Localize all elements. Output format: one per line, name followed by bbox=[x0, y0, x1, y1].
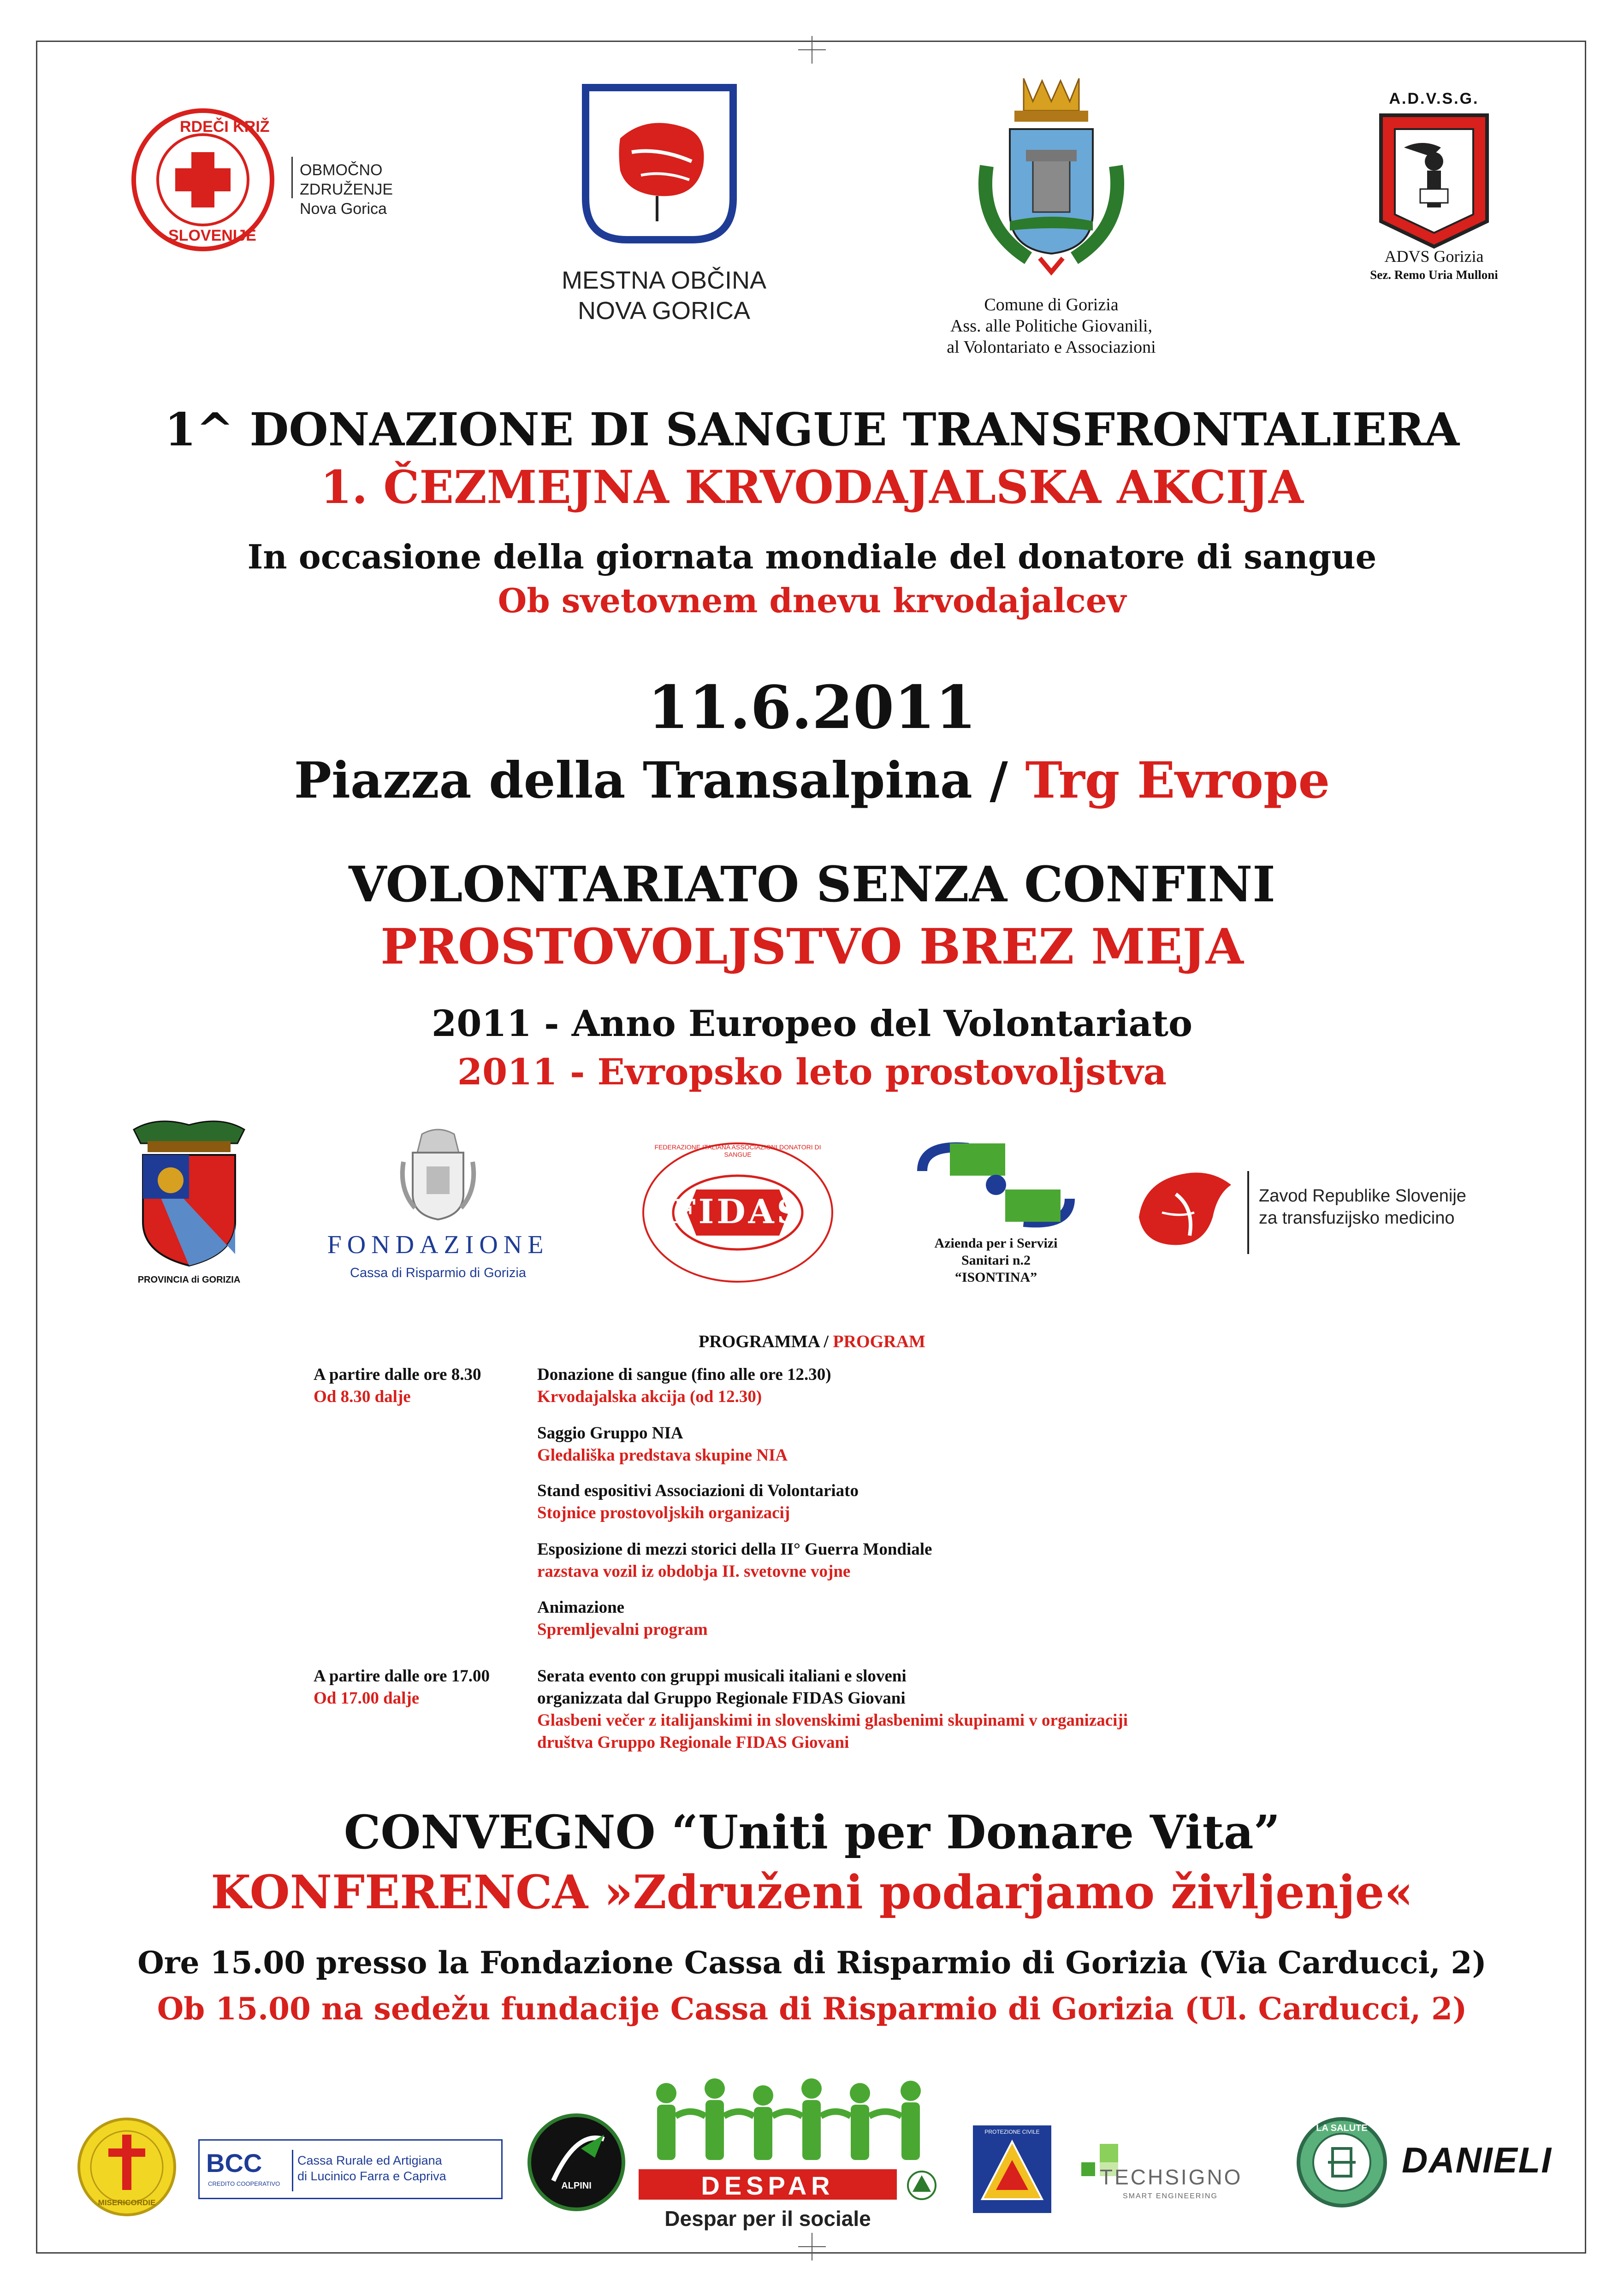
mestna-obcina-logo bbox=[535, 83, 793, 332]
provincia-gorizia-logo bbox=[120, 1116, 258, 1296]
program-item-slovenian: razstava vozil iz obdobja II. svetovne vojne bbox=[537, 1562, 851, 1581]
fidas-logo bbox=[636, 1139, 839, 1286]
place-italian: Piazza della Transalpina bbox=[294, 752, 972, 810]
program-item-italian: Esposizione di mezzi storici della II° Guerra Mondiale bbox=[537, 1540, 932, 1559]
mestna-obcina-line2: NOVA GORICA bbox=[577, 297, 751, 325]
red-cross-ring-bottom: SLOVENIJE bbox=[168, 227, 256, 244]
title-slovenian: 1. ČEZMEJNA KRVODAJALSKA AKCIJA bbox=[320, 461, 1304, 514]
zavod-logo bbox=[1125, 1162, 1531, 1268]
bcc-logo bbox=[198, 2139, 503, 2199]
misericordie-label: MISERICORDIE bbox=[98, 2198, 156, 2207]
program-item bbox=[537, 1364, 831, 1408]
crop-mark-top bbox=[798, 36, 826, 64]
azienda-line1: Azienda per i Servizi bbox=[934, 1236, 1058, 1251]
nova-gorica-shield-icon bbox=[576, 83, 742, 249]
program-item-italian: Saggio Gruppo NIA bbox=[537, 1424, 683, 1443]
title-italian: 1^ DONAZIONE DI SANGUE TRANSFRONTALIERA bbox=[164, 403, 1460, 456]
bcc-line1: Cassa Rurale ed Artigiana bbox=[297, 2154, 442, 2167]
advs-emblem-icon bbox=[1376, 111, 1492, 249]
fidas-name: FIDAS bbox=[672, 1192, 804, 1231]
program-item bbox=[537, 1539, 932, 1583]
program-item-slovenian: Krvodajalska akcija (od 12.30) bbox=[537, 1387, 762, 1406]
program-title bbox=[0, 1331, 1624, 1352]
bcc-line2: di Lucinico Farra e Capriva bbox=[297, 2169, 446, 2183]
red-cross-org-line2: Nova Gorica bbox=[300, 200, 387, 218]
program-item bbox=[537, 1480, 859, 1524]
evening-italian-line2: organizzata dal Gruppo Regionale FIDAS Giovani bbox=[537, 1689, 906, 1708]
misericordie-logo bbox=[76, 2116, 178, 2218]
volunteering-italian: VOLONTARIATO SENZA CONFINI bbox=[349, 855, 1275, 913]
la-salute-label: LA SALUTE bbox=[1316, 2123, 1368, 2133]
place-separator: / bbox=[990, 752, 1008, 810]
evening-time-italian: A partire dalle ore 17.00 bbox=[314, 1667, 490, 1686]
occasion-slovenian: Ob svetovnem dnevu krvodajalcev bbox=[498, 581, 1126, 620]
comune-line1: Comune di Gorizia bbox=[984, 295, 1119, 314]
year-slovenian: 2011 - Evropsko leto prostovoljstva bbox=[457, 1051, 1167, 1093]
morning-time-italian: A partire dalle ore 8.30 bbox=[314, 1365, 481, 1384]
place-slovenian: Trg Evrope bbox=[1025, 752, 1330, 810]
convegno-where-slovenian: Ob 15.00 na sedežu fundacije Cassa di Risparmio di Gorizia (Ul. Carducci, 2) bbox=[157, 1991, 1467, 2027]
azienda-sanitaria-logo bbox=[904, 1139, 1088, 1305]
evening-italian-line1: Serata evento con gruppi musicali italiani e sloveni bbox=[537, 1667, 907, 1686]
evening-slovenian-line2: društva Gruppo Regionale FIDAS Giovani bbox=[537, 1733, 849, 1752]
azienda-line3: “ISONTINA” bbox=[954, 1270, 1037, 1285]
event-place bbox=[0, 752, 1624, 810]
convegno-italian: CONVEGNO “Uniti per Donare Vita” bbox=[344, 1805, 1280, 1859]
program-item-italian: Animazione bbox=[537, 1598, 625, 1617]
fondazione-emblem-icon bbox=[390, 1125, 486, 1222]
program-item-slovenian: Gledališka predstava skupine NIA bbox=[537, 1446, 788, 1465]
program-item-slovenian: Stojnice prostovoljskih organizacij bbox=[537, 1503, 790, 1522]
konferenca-slovenian: KONFERENCA »Združeni podarjamo življenje« bbox=[211, 1865, 1413, 1919]
gorizia-coat-of-arms-icon bbox=[959, 74, 1144, 286]
program-title-slovenian: PROGRAM bbox=[833, 1332, 925, 1351]
program-item-italian: Donazione di sangue (fino alle ore 12.30) bbox=[537, 1365, 831, 1384]
program-item-italian: Stand espositivi Associazioni di Volontariato bbox=[537, 1481, 859, 1500]
fondazione-sub: Cassa di Risparmio di Gorizia bbox=[350, 1266, 526, 1280]
zavod-line1: Zavod Republike Slovenije bbox=[1259, 1186, 1466, 1206]
red-cross-org-line1: OBMOČNO ZDRUŽENJE bbox=[300, 161, 393, 198]
program-item bbox=[537, 1597, 708, 1641]
program-title-sep: / bbox=[824, 1332, 829, 1351]
azienda-line2: Sanitari n.2 bbox=[961, 1253, 1031, 1268]
program-evening-time bbox=[314, 1665, 490, 1710]
alpini-emblem-icon bbox=[526, 2112, 627, 2213]
alpini-label: ALPINI bbox=[561, 2181, 592, 2191]
advs-line2: Sez. Remo Uria Mulloni bbox=[1370, 268, 1498, 282]
morning-time-slovenian: Od 8.30 dalje bbox=[314, 1387, 411, 1406]
provincia-label: PROVINCIA di GORIZIA bbox=[137, 1275, 241, 1285]
fondazione-logo bbox=[295, 1125, 581, 1291]
despar-logo bbox=[639, 2075, 943, 2231]
program-title-italian: PROGRAMMA bbox=[699, 1332, 819, 1351]
convegno-where-italian: Ore 15.00 presso la Fondazione Cassa di Risparmio di Gorizia (Via Carducci, 2) bbox=[137, 1945, 1487, 1981]
mestna-obcina-line1: MESTNA OBČINA bbox=[561, 266, 767, 294]
evening-slovenian-line1: Glasbeni večer z italijanskimi in slovenskimi glasbenimi skupinami v organizaciji bbox=[537, 1711, 1128, 1730]
comune-line2: Ass. alle Politiche Giovanili, bbox=[950, 316, 1152, 336]
year-italian: 2011 - Anno Europeo del Volontariato bbox=[431, 1003, 1193, 1045]
people-figures-icon bbox=[639, 2075, 943, 2167]
program-item bbox=[537, 1422, 788, 1467]
program-item-slovenian: Spremljevalni program bbox=[537, 1620, 708, 1639]
protezione-label: PROTEZIONE CIVILE bbox=[984, 2129, 1040, 2135]
techsigno-name: TECHSIGNO bbox=[1100, 2165, 1243, 2189]
crop-mark-bottom bbox=[798, 2233, 826, 2260]
fidas-ring-text: FEDERAZIONE ITALIANA ASSOCIAZIONI DONATORI DI SANGUE bbox=[654, 1143, 821, 1158]
alpini-logo bbox=[526, 2112, 627, 2213]
danieli-logo: DANIELI bbox=[1402, 2140, 1552, 2180]
provincia-coat-of-arms-icon bbox=[120, 1116, 258, 1272]
evening-time-slovenian: Od 17.00 dalje bbox=[314, 1689, 420, 1708]
advs-line1: ADVS Gorizia bbox=[1384, 247, 1484, 266]
program-morning-time bbox=[314, 1364, 481, 1408]
advs-badge-text: A.D.V.S.G. bbox=[1389, 90, 1479, 107]
zavod-line2: za transfuzijsko medicino bbox=[1259, 1208, 1455, 1228]
protezione-civile-logo bbox=[971, 2123, 1054, 2215]
occasion-italian: In occasione della giornata mondiale del donatore di sangue bbox=[247, 537, 1377, 576]
bcc-short: BCC bbox=[206, 2148, 262, 2178]
advs-logo bbox=[1337, 90, 1531, 293]
event-date: 11.6.2011 bbox=[647, 673, 977, 742]
comune-gorizia-logo bbox=[904, 74, 1199, 369]
comune-line3: al Volontariato e Associazioni bbox=[947, 337, 1156, 357]
despar-tagline: Despar per il sociale bbox=[664, 2207, 871, 2231]
techsigno-sub: SMART ENGINEERING bbox=[1123, 2192, 1218, 2200]
techsigno-logo bbox=[1081, 2135, 1284, 2208]
red-cross-logo bbox=[124, 106, 475, 254]
la-salute-logo bbox=[1296, 2116, 1388, 2208]
red-cross-ring-top: RDEČI KRIŽ bbox=[180, 118, 270, 136]
blood-drop-leaf-icon bbox=[1125, 1166, 1240, 1254]
volunteering-slovenian: PROSTOVOLJSTVO BREZ MEJA bbox=[380, 917, 1244, 975]
azienda-emblem-icon bbox=[913, 1139, 1079, 1231]
despar-tree-icon bbox=[907, 2171, 936, 2200]
protezione-civile-emblem-icon bbox=[971, 2123, 1054, 2215]
fondazione-name: FONDAZIONE bbox=[327, 1231, 549, 1259]
despar-name: DESPAR bbox=[701, 2171, 835, 2200]
program-evening-item bbox=[537, 1665, 1128, 1754]
bcc-sub: CREDITO COOPERATIVO bbox=[208, 2180, 280, 2187]
